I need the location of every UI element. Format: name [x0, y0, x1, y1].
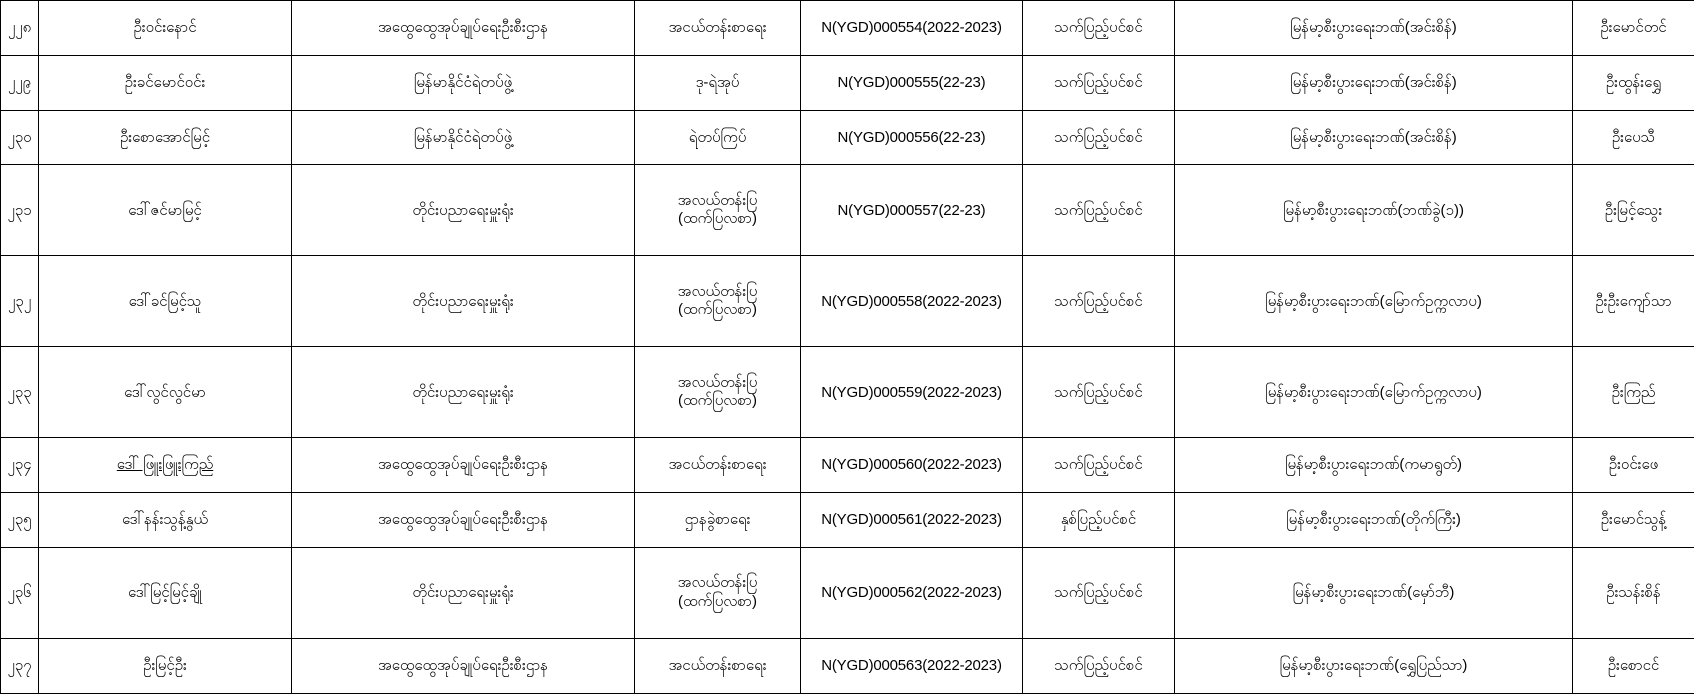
cell-registration-number: N(YGD)000559(2022-2023)	[801, 347, 1023, 438]
cell-pension-type: သက်ပြည့်ပင်စင်	[1023, 110, 1175, 165]
cell-guarantor: ဦးမောင်သွန့်	[1573, 493, 1694, 548]
cell-pension-type: နှစ်ပြည့်ပင်စင်	[1023, 493, 1175, 548]
cell-guarantor: ဦးစောငင်	[1573, 639, 1694, 694]
cell-registration-number: N(YGD)000557(22-23)	[801, 165, 1023, 256]
cell-registration-number: N(YGD)000560(2022-2023)	[801, 438, 1023, 493]
cell-bank: မြန်မာ့စီးပွားရေးဘဏ်(မှော်ဘီ)	[1175, 548, 1573, 639]
cell-guarantor: ဦးဝင်းဖေ	[1573, 438, 1694, 493]
cell-no: ၂၃၃	[1, 347, 39, 438]
cell-rank: ရဲတပ်ကြပ်	[635, 110, 801, 165]
cell-pension-type: သက်ပြည့်ပင်စင်	[1023, 548, 1175, 639]
table-row	[1, 548, 1694, 639]
cell-registration-number: N(YGD)000563(2022-2023)	[801, 639, 1023, 694]
cell-registration-number: N(YGD)000556(22-23)	[801, 110, 1023, 165]
cell-rank: အလယ်တန်းပြ (ထက်ပြလစာ)	[635, 548, 801, 639]
cell-bank: မြန်မာ့စီးပွားရေးဘဏ်(မြောက်ဥက္ကလာပ)	[1175, 347, 1573, 438]
cell-name: ဒေါ်လွင်လွင်မာ	[39, 347, 292, 438]
cell-bank: မြန်မာ့စီးပွားရေးဘဏ်(တိုက်ကြီး)	[1175, 493, 1573, 548]
cell-guarantor: ဦးထွန်းရွှေ	[1573, 55, 1694, 110]
cell-department: တိုင်းပညာရေးမှူးရုံး	[292, 347, 635, 438]
cell-rank: အလယ်တန်းပြ (ထက်ပြလစာ)	[635, 347, 801, 438]
table-row	[1, 110, 1694, 165]
cell-pension-type: သက်ပြည့်ပင်စင်	[1023, 1, 1175, 56]
table-row	[1, 256, 1694, 347]
cell-name: ဒေါ်မြင့်မြင့်ချို	[39, 548, 292, 639]
cell-guarantor: ဦးကြည်	[1573, 347, 1694, 438]
cell-no: ၂၃၀	[1, 110, 39, 165]
cell-department: မြန်မာနိုင်ငံရဲတပ်ဖွဲ့	[292, 55, 635, 110]
cell-department: တိုင်းပညာရေးမှူးရုံး	[292, 165, 635, 256]
cell-bank: မြန်မာ့စီးပွားရေးဘဏ်(ဘဏ်ခွဲ(၁))	[1175, 165, 1573, 256]
cell-name: ဦးဝင်းနောင်	[39, 1, 292, 56]
cell-pension-type: သက်ပြည့်ပင်စင်	[1023, 55, 1175, 110]
table-row	[1, 347, 1694, 438]
cell-department: အထွေထွေအုပ်ချုပ်ရေးဦးစီးဌာန	[292, 438, 635, 493]
cell-department: အထွေထွေအုပ်ချုပ်ရေးဦးစီးဌာန	[292, 639, 635, 694]
cell-department: တိုင်းပညာရေးမှူးရုံး	[292, 256, 635, 347]
table-body	[1, 1, 1694, 694]
table-row	[1, 1, 1694, 56]
cell-rank: အလယ်တန်းပြ (ထက်ပြလစာ)	[635, 165, 801, 256]
table-row	[1, 493, 1694, 548]
cell-no: ၂၃၆	[1, 548, 39, 639]
cell-department: မြန်မာနိုင်ငံရဲတပ်ဖွဲ့	[292, 110, 635, 165]
cell-bank: မြန်မာ့စီးပွားရေးဘဏ်(အင်းစိန်)	[1175, 110, 1573, 165]
cell-pension-type: သက်ပြည့်ပင်စင်	[1023, 438, 1175, 493]
cell-registration-number: N(YGD)000562(2022-2023)	[801, 548, 1023, 639]
cell-rank: အငယ်တန်းစာရေး	[635, 438, 801, 493]
cell-department: တိုင်းပညာရေးမှူးရုံး	[292, 548, 635, 639]
cell-rank: အလယ်တန်းပြ (ထက်ပြလစာ)	[635, 256, 801, 347]
cell-name: ဦးစောအောင်မြင့်	[39, 110, 292, 165]
cell-guarantor: ဦးမြင့်သွေး	[1573, 165, 1694, 256]
table-row	[1, 165, 1694, 256]
cell-no: ၂၂၉	[1, 55, 39, 110]
cell-no: ၂၃၁	[1, 165, 39, 256]
cell-guarantor: ဦးဦးကျော်သာ	[1573, 256, 1694, 347]
cell-department: အထွေထွေအုပ်ချုပ်ရေးဦးစီးဌာန	[292, 1, 635, 56]
cell-bank: မြန်မာ့စီးပွားရေးဘဏ်(အင်းစိန်)	[1175, 55, 1573, 110]
cell-bank: မြန်မာ့စီးပွားရေးဘဏ်(မြောက်ဥက္ကလာပ)	[1175, 256, 1573, 347]
cell-bank: မြန်မာ့စီးပွားရေးဘဏ်(ရွှေပြည်သာ)	[1175, 639, 1573, 694]
cell-name: ဒေါ် ဖြူးဖြူးကြည်	[39, 438, 292, 493]
cell-rank: အငယ်တန်းစာရေး	[635, 1, 801, 56]
cell-pension-type: သက်ပြည့်ပင်စင်	[1023, 639, 1175, 694]
cell-guarantor: ဦးသန်းစိန်	[1573, 548, 1694, 639]
cell-rank: ဒု-ရဲအုပ်	[635, 55, 801, 110]
cell-pension-type: သက်ပြည့်ပင်စင်	[1023, 347, 1175, 438]
cell-registration-number: N(YGD)000555(22-23)	[801, 55, 1023, 110]
cell-pension-type: သက်ပြည့်ပင်စင်	[1023, 165, 1175, 256]
cell-registration-number: N(YGD)000558(2022-2023)	[801, 256, 1023, 347]
cell-no: ၂၃၂	[1, 256, 39, 347]
cell-no: ၂၃၇	[1, 639, 39, 694]
cell-name: ဦးခင်မောင်ဝင်း	[39, 55, 292, 110]
table-row	[1, 55, 1694, 110]
table-row	[1, 639, 1694, 694]
cell-name: ဒေါ်ဇင်မာမြင့်	[39, 165, 292, 256]
cell-name: ဒေါ်နန်းသွန့်နွယ်	[39, 493, 292, 548]
cell-rank: အငယ်တန်းစာရေး	[635, 639, 801, 694]
cell-no: ၂၂၈	[1, 1, 39, 56]
cell-name: ဒေါ်ခင်မြင့်သူ	[39, 256, 292, 347]
cell-bank: မြန်မာ့စီးပွားရေးဘဏ်(အင်းစိန်)	[1175, 1, 1573, 56]
cell-name: ဦးမြင့်ဦး	[39, 639, 292, 694]
cell-guarantor: ဦးမောင်တင်	[1573, 1, 1694, 56]
cell-no: ၂၃၄	[1, 438, 39, 493]
cell-no: ၂၃၅	[1, 493, 39, 548]
table-row	[1, 438, 1694, 493]
cell-registration-number: N(YGD)000561(2022-2023)	[801, 493, 1023, 548]
cell-bank: မြန်မာ့စီးပွားရေးဘဏ်(ကမာရွတ်)	[1175, 438, 1573, 493]
cell-pension-type: သက်ပြည့်ပင်စင်	[1023, 256, 1175, 347]
cell-department: အထွေထွေအုပ်ချုပ်ရေးဦးစီးဌာန	[292, 493, 635, 548]
cell-rank: ဌာနခွဲစာရေး	[635, 493, 801, 548]
cell-guarantor: ဦးပေသီ	[1573, 110, 1694, 165]
cell-registration-number: N(YGD)000554(2022-2023)	[801, 1, 1023, 56]
